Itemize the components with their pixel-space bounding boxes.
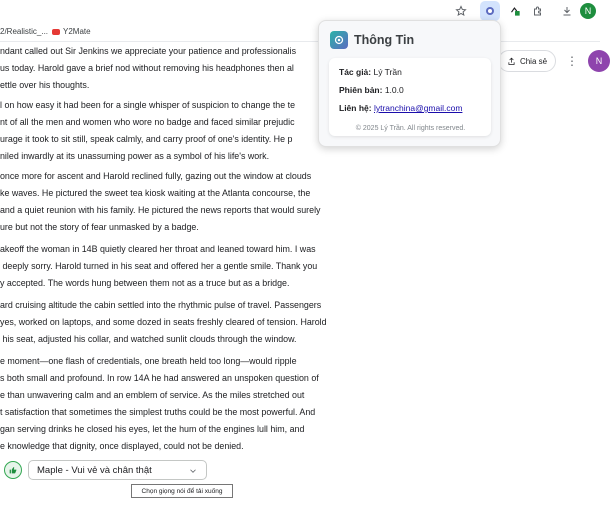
extension-info-popup bbox=[318, 20, 501, 147]
article-line: ard cruising altitude the cabin settled into the rhythmic pulse of travel. Passengers bbox=[0, 300, 322, 310]
user-avatar[interactable]: N bbox=[588, 50, 610, 72]
star-icon[interactable] bbox=[451, 1, 471, 21]
popup-title: Thông Tin bbox=[354, 33, 415, 47]
voice-bar bbox=[0, 460, 360, 482]
share-icon bbox=[507, 57, 516, 66]
download-icon[interactable] bbox=[557, 1, 577, 21]
version-row: Phiên bản: 1.0.0 bbox=[339, 85, 404, 95]
article-line: ndant called out Sir Jenkins we appreciate your patience and professionalis bbox=[0, 46, 297, 56]
article-line: e knowledge that dignity, once displayed, could not be denied. bbox=[0, 441, 244, 451]
article-line: ettle over his thoughts. bbox=[0, 80, 90, 90]
more-options-icon[interactable]: ⋮ bbox=[566, 54, 578, 68]
article-line: once more for ascent and Harold reclined fully, gazing out the window at clouds bbox=[0, 171, 312, 181]
article-line: s both small and profound. In row 14A he had answered an unspoken question of bbox=[0, 373, 319, 383]
article-body bbox=[0, 43, 360, 463]
share-button[interactable]: Chia sẻ bbox=[498, 50, 556, 72]
contact-row: Liên hệ: lytranchina@gmail.com bbox=[339, 103, 463, 113]
article-line: his seat, adjusted his collar, and watched sunlit clouds through the window. bbox=[0, 334, 297, 344]
article-line: y accepted. The words hung between them not as a truce but as a bridge. bbox=[0, 278, 290, 288]
y2mate-icon bbox=[52, 29, 60, 35]
extension-active-icon[interactable] bbox=[480, 1, 500, 21]
voice-select[interactable]: Maple - Vui vẻ và chân thật bbox=[28, 460, 207, 480]
article-line: l on how easy it had been for a single whisper of suspicion to change the te bbox=[0, 100, 296, 110]
article-line: us today. Harold gave a brief nod without removing his headphones then al bbox=[0, 63, 294, 73]
article-line: e moment—one flash of credentials, one breath held too long—would ripple bbox=[0, 356, 297, 366]
article-line: urage it took to sit still, speak calmly, and carry proof of one's identity. He p bbox=[0, 134, 293, 144]
browser-toolbar bbox=[0, 0, 600, 22]
article-line: gan serving drinks he closed his eyes, let the hum of the engines lull him, and bbox=[0, 424, 305, 434]
article-line: nt of all the men and women who wore no badge and faced similar prejudic bbox=[0, 117, 295, 127]
article-line: t satisfaction that sometimes the simplest truths could be the most powerful. And bbox=[0, 407, 316, 417]
thumbs-up-button[interactable] bbox=[4, 461, 22, 479]
author-row: Tác giả: Lý Trần bbox=[339, 67, 402, 77]
article-line: deeply sorry. Harold turned in his seat and offered her a gentle smile. Thank you bbox=[0, 261, 318, 271]
article-line: ke waves. He pictured the sweet tea kiosk waiting at the Atlanta concourse, the bbox=[0, 188, 311, 198]
article-line: niled inwardly at its unassuming power as a symbol of his life's work. bbox=[0, 151, 270, 161]
chevron-down-icon bbox=[188, 466, 198, 476]
extension-helper-icon[interactable] bbox=[505, 1, 525, 21]
thumbs-up-icon bbox=[8, 465, 18, 475]
contact-email-link[interactable]: lytranchina@gmail.com bbox=[373, 103, 463, 113]
profile-avatar-small[interactable]: N bbox=[580, 3, 596, 19]
bookmark-item-y2mate[interactable]: Y2Mate bbox=[52, 27, 91, 36]
voice-select-tooltip: Chọn giọng nói để tải xuống bbox=[131, 484, 233, 498]
article-line: akeoff the woman in 14B quietly cleared her throat and leaned toward him. I was bbox=[0, 244, 316, 254]
extension-puzzle-icon[interactable] bbox=[528, 1, 548, 21]
popup-footer: © 2025 Lý Trần. All rights reserved. bbox=[355, 125, 466, 132]
article-line: yes, worked on laptops, and some dozed in seats freshly cleared of tension. Harold bbox=[0, 317, 327, 327]
app-logo-icon bbox=[330, 31, 348, 49]
article-line: and a quiet reunion with his family. He pictured the news reports that would surely bbox=[0, 205, 321, 215]
bookmarks-bar bbox=[0, 22, 600, 42]
bookmark-item[interactable]: 2/Realistic_... bbox=[0, 27, 49, 36]
article-line: e than unwavering calm and an emblem of service. As the miles stretched out bbox=[0, 390, 305, 400]
article-line: ure but not the story of fear unmasked by a badge. bbox=[0, 222, 199, 232]
